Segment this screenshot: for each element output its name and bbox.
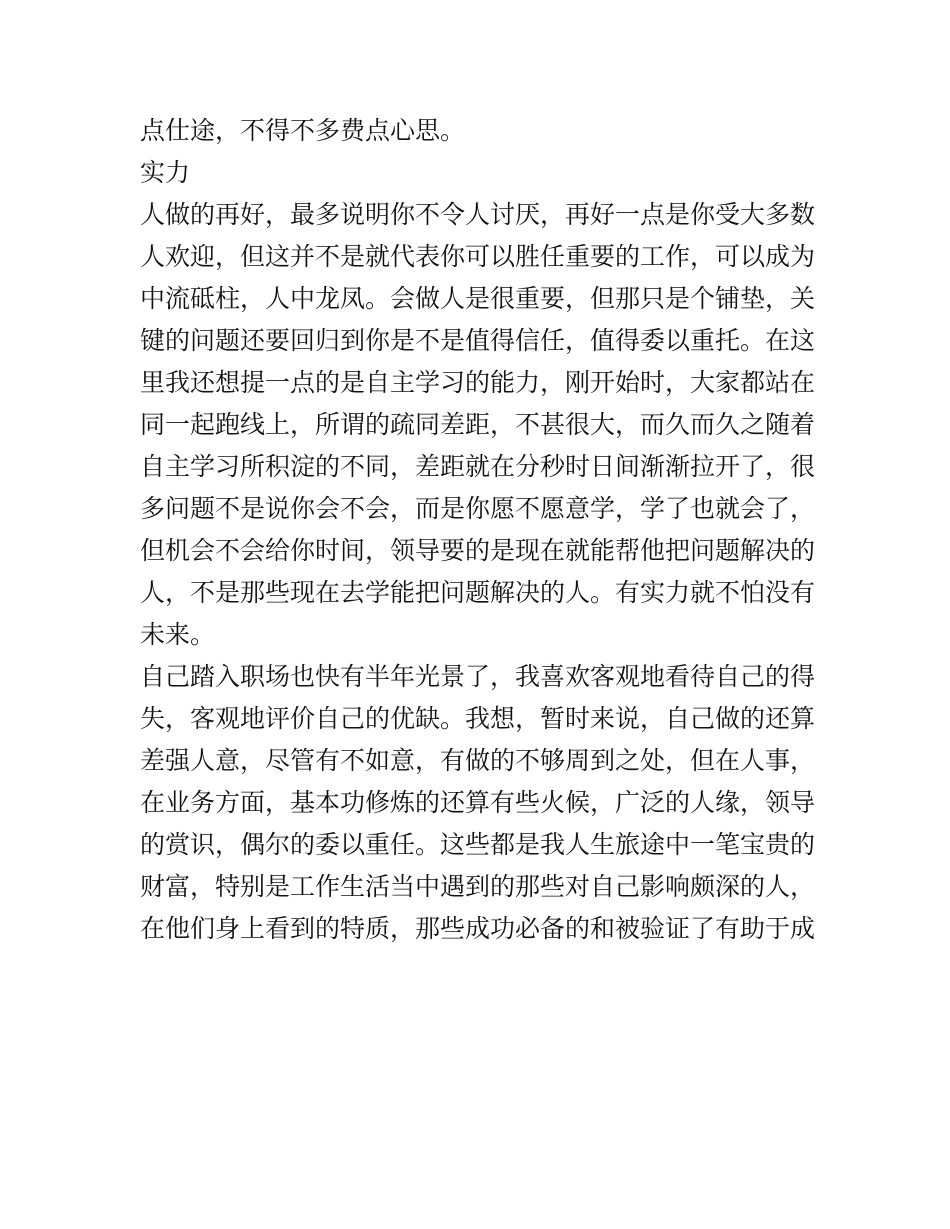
document-body [140,110,820,950]
text-line: 差强人意，尽管有不如意，有做的不够周到之处，但在人事， [140,746,816,775]
text-line: 同一起跑线上，所谓的疏同差距，不甚很大，而久而久之随着 [140,410,816,439]
text-line: 中流砥柱，人中龙凤。会做人是很重要，但那只是个铺垫，关 [140,284,816,313]
section-heading: 实力 [140,158,191,187]
text-line: 的赏识，偶尔的委以重任。这些都是我人生旅途中一笔宝贵的 [140,830,816,859]
text-line: 多问题不是说你会不会，而是你愿不愿意学，学了也就会了， [140,494,816,523]
text-line: 人，不是那些现在去学能把问题解决的人。有实力就不怕没有 [140,578,816,607]
text-line: 失，客观地评价自己的优缺。我想，暂时来说，自己做的还算 [140,704,816,733]
text-line: 键的问题还要回归到你是不是值得信任，值得委以重托。在这 [140,326,816,355]
text-line: 在他们身上看到的特质，那些成功必备的和被验证了有助于成 [140,914,816,943]
text-line: 未来。 [140,620,216,649]
text-line: 在业务方面，基本功修炼的还算有些火候，广泛的人缘，领导 [140,788,816,817]
text-line: 里我还想提一点的是自主学习的能力，刚开始时，大家都站在 [140,368,816,397]
text-line: 人做的再好，最多说明你不令人讨厌，再好一点是你受大多数 [140,200,816,229]
text-line: 人欢迎，但这并不是就代表你可以胜任重要的工作，可以成为 [140,242,816,271]
text-line: 自主学习所积淀的不同，差距就在分秒时日间渐渐拉开了，很 [140,452,816,481]
text-line: 但机会不会给你时间，领导要的是现在就能帮他把问题解决的 [140,536,816,565]
text-line: 财富，特别是工作生活当中遇到的那些对自己影响颇深的人， [140,872,816,901]
text-line: 点仕途，不得不多费点心思。 [140,116,466,145]
text-line: 自己踏入职场也快有半年光景了，我喜欢客观地看待自己的得 [140,662,816,691]
